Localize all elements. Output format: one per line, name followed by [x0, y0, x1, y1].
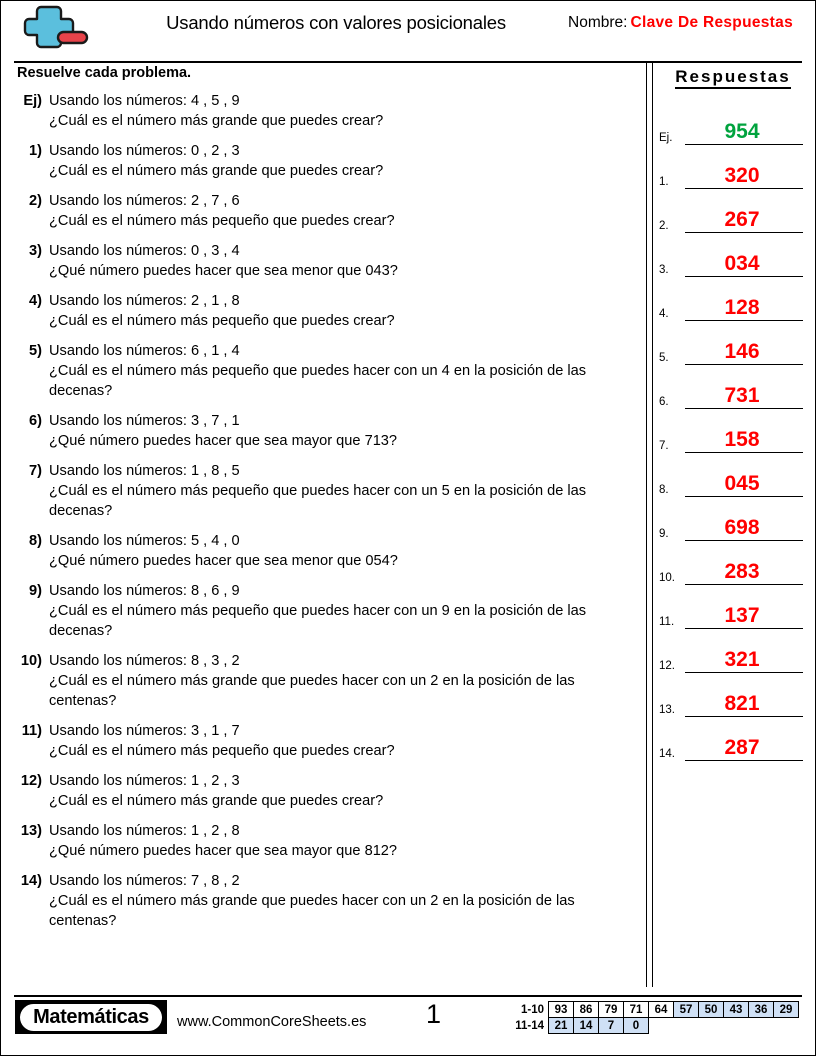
answer-value: 146: [724, 340, 760, 363]
answer-value: 321: [724, 648, 760, 671]
answer-row: [659, 233, 803, 277]
problem-item: [15, 821, 643, 861]
name-field: [568, 14, 793, 32]
answer-key-panel: [659, 67, 803, 761]
answer-label: 13.: [659, 704, 675, 716]
problem-number: 12): [20, 773, 42, 789]
problem-item: [15, 581, 643, 641]
answer-blank[interactable]: [685, 736, 803, 761]
score-cell: 64: [649, 1002, 674, 1018]
answer-blank[interactable]: [685, 296, 803, 321]
problem-digits: Usando los números: 1 , 2 , 3: [49, 773, 240, 789]
problem-item: [15, 91, 643, 131]
answer-value: 731: [724, 384, 760, 407]
problem-question: ¿Cuál es el número más pequeño que puedes hacer con un 4 en la posición de las decenas?: [49, 363, 587, 399]
answer-label: 2.: [659, 220, 669, 232]
brand-label: Matemáticas: [20, 1004, 162, 1031]
problem-question: ¿Cuál es el número más grande que puedes hacer con un 2 en la posición de las centenas?: [49, 893, 575, 929]
answer-blank[interactable]: [685, 428, 803, 453]
answer-row: [659, 629, 803, 673]
problem-digits: Usando los números: 5 , 4 , 0: [49, 533, 240, 549]
answer-label: 12.: [659, 660, 675, 672]
score-cell-empty: [724, 1018, 749, 1034]
answer-row: [659, 453, 803, 497]
problem-body: [49, 821, 643, 861]
problem-digits: Usando los números: 3 , 1 , 7: [49, 723, 240, 739]
problem-number: 13): [20, 823, 42, 839]
score-cell: 93: [549, 1002, 574, 1018]
score-range-label: 1-10: [520, 1003, 544, 1016]
score-range-label: 11-14: [515, 1019, 544, 1032]
problem-body: [49, 411, 643, 451]
problem-digits: Usando los números: 7 , 8 , 2: [49, 873, 240, 889]
answer-row: [659, 585, 803, 629]
column-divider: [646, 62, 653, 987]
problem-item: [15, 531, 643, 571]
answer-key-title: Respuestas: [675, 67, 790, 89]
problem-question: ¿Cuál es el número más pequeño que puedes hacer con un 9 en la posición de las decenas?: [49, 603, 587, 639]
answer-blank[interactable]: [685, 252, 803, 277]
score-cell: 50: [699, 1002, 724, 1018]
problem-question: ¿Qué número puedes hacer que sea menor que 054?: [49, 553, 398, 569]
answer-rows: [659, 101, 803, 761]
problem-question: ¿Cuál es el número más pequeño que puedes crear?: [49, 743, 395, 759]
answer-value: 821: [724, 692, 760, 715]
answer-row: [659, 145, 803, 189]
problem-number: 4): [29, 293, 42, 309]
answer-blank[interactable]: [685, 340, 803, 365]
problem-number: 10): [20, 653, 42, 669]
answer-blank[interactable]: [685, 604, 803, 629]
page-title: Usando números con valores posicionales: [166, 12, 506, 33]
name-value: Clave De Respuestas: [630, 14, 793, 31]
answer-blank[interactable]: [685, 516, 803, 541]
brand-logo: [15, 1000, 167, 1034]
answer-row: [659, 277, 803, 321]
answer-row: [659, 409, 803, 453]
problem-item: [15, 291, 643, 331]
answer-row: [659, 189, 803, 233]
score-cell: 57: [674, 1002, 699, 1018]
problem-item: [15, 721, 643, 761]
answer-blank[interactable]: [685, 164, 803, 189]
answer-value: 267: [724, 208, 760, 231]
answer-blank[interactable]: [685, 120, 803, 145]
score-cell-empty: [649, 1018, 674, 1034]
answer-label: 11.: [659, 616, 675, 628]
score-cell-empty: [774, 1018, 799, 1034]
page-footer: [1, 997, 815, 1047]
answer-label: 14.: [659, 748, 675, 760]
problem-body: [49, 461, 643, 521]
problem-item: [15, 771, 643, 811]
answer-row: [659, 101, 803, 145]
problem-item: [15, 461, 643, 521]
score-cell-empty: [699, 1018, 724, 1034]
problem-question: ¿Qué número puedes hacer que sea menor que 043?: [49, 263, 398, 279]
answer-label: 10.: [659, 572, 675, 584]
problem-body: [49, 651, 643, 711]
score-cell: 21: [549, 1018, 574, 1034]
problem-digits: Usando los números: 8 , 6 , 9: [49, 583, 240, 599]
problem-item: [15, 411, 643, 451]
problem-question: ¿Cuál es el número más grande que puedes crear?: [49, 113, 384, 129]
problem-item: [15, 341, 643, 401]
answer-value: 034: [724, 252, 760, 275]
answer-label: 5.: [659, 352, 669, 364]
problem-number: 5): [29, 343, 42, 359]
problem-number: 6): [29, 413, 42, 429]
answer-label: 9.: [659, 528, 669, 540]
score-cell: 43: [724, 1002, 749, 1018]
score-cell: 29: [774, 1002, 799, 1018]
answer-row: [659, 321, 803, 365]
score-table-row: [508, 1018, 799, 1034]
problem-body: [49, 291, 643, 331]
answer-label: 6.: [659, 396, 669, 408]
header-divider: [14, 61, 802, 63]
answer-label: Ej.: [659, 132, 673, 144]
problem-number: 8): [29, 533, 42, 549]
problem-number: 7): [29, 463, 42, 479]
score-cell: 36: [749, 1002, 774, 1018]
problem-body: [49, 721, 643, 761]
problem-list: [15, 91, 643, 931]
answer-label: 8.: [659, 484, 669, 496]
problem-body: [49, 871, 643, 931]
score-cell: 79: [599, 1002, 624, 1018]
problem-question: ¿Cuál es el número más grande que puedes crear?: [49, 793, 384, 809]
problem-question: ¿Cuál es el número más pequeño que puedes crear?: [49, 213, 395, 229]
problem-digits: Usando los números: 2 , 1 , 8: [49, 293, 240, 309]
score-cell: 7: [599, 1018, 624, 1034]
answer-value: 128: [724, 296, 760, 319]
answer-blank[interactable]: [685, 208, 803, 233]
problem-question: ¿Qué número puedes hacer que sea mayor que 812?: [49, 843, 398, 859]
problem-number: 1): [29, 143, 42, 159]
answer-value: 287: [724, 736, 760, 759]
score-conversion-table: [508, 1001, 799, 1034]
score-cell: 14: [574, 1018, 599, 1034]
problem-item: [15, 141, 643, 181]
answer-label: 3.: [659, 264, 669, 276]
problem-digits: Usando los números: 1 , 2 , 8: [49, 823, 240, 839]
problem-number: 3): [29, 243, 42, 259]
score-table-row: [508, 1002, 799, 1018]
answer-blank[interactable]: [685, 560, 803, 585]
problem-body: [49, 531, 643, 571]
site-url: www.CommonCoreSheets.es: [177, 1014, 367, 1030]
answer-row: [659, 541, 803, 585]
problem-question: ¿Cuál es el número más pequeño que puedes hacer con un 5 en la posición de las decenas?: [49, 483, 587, 519]
answer-row: [659, 497, 803, 541]
problem-digits: Usando los números: 4 , 5 , 9: [49, 93, 240, 109]
problem-question: ¿Cuál es el número más grande que puedes crear?: [49, 163, 384, 179]
plus-minus-icon: [15, 3, 93, 49]
answer-label: 4.: [659, 308, 669, 320]
problem-digits: Usando los números: 3 , 7 , 1: [49, 413, 240, 429]
problem-body: [49, 581, 643, 641]
answer-blank[interactable]: [685, 472, 803, 497]
score-cell-empty: [749, 1018, 774, 1034]
problem-body: [49, 91, 643, 131]
problem-digits: Usando los números: 8 , 3 , 2: [49, 653, 240, 669]
page-number: 1: [426, 999, 442, 1029]
problem-question: ¿Qué número puedes hacer que sea mayor que 713?: [49, 433, 398, 449]
problem-item: [15, 191, 643, 231]
score-cell: 0: [624, 1018, 649, 1034]
problem-item: [15, 651, 643, 711]
answer-label: 1.: [659, 176, 669, 188]
answer-value: 320: [724, 164, 760, 187]
problem-item: [15, 241, 643, 281]
problem-number: 11): [21, 723, 42, 739]
answer-value: 698: [724, 516, 760, 539]
problem-digits: Usando los números: 0 , 3 , 4: [49, 243, 240, 259]
answer-value: 137: [724, 604, 760, 627]
problem-number: Ej): [23, 93, 42, 109]
problem-question: ¿Cuál es el número más pequeño que puedes crear?: [49, 313, 395, 329]
problem-digits: Usando los números: 2 , 7 , 6: [49, 193, 240, 209]
answer-blank[interactable]: [685, 648, 803, 673]
problem-digits: Usando los números: 1 , 8 , 5: [49, 463, 240, 479]
problem-body: [49, 141, 643, 181]
name-label: Nombre:: [568, 14, 628, 31]
problem-item: [15, 871, 643, 931]
score-cell: 71: [624, 1002, 649, 1018]
problem-body: [49, 341, 643, 401]
answer-value: 045: [724, 472, 760, 495]
answer-row: [659, 717, 803, 761]
problem-question: ¿Cuál es el número más grande que puedes hacer con un 2 en la posición de las centenas?: [49, 673, 575, 709]
answer-value: 954: [724, 120, 760, 143]
instruction-text: Resuelve cada problema.: [17, 65, 192, 81]
problem-number: 2): [29, 193, 42, 209]
answer-row: [659, 673, 803, 717]
problem-body: [49, 241, 643, 281]
answer-row: [659, 365, 803, 409]
problem-digits: Usando los números: 6 , 1 , 4: [49, 343, 240, 359]
problem-number: 14): [20, 873, 42, 889]
answer-blank[interactable]: [685, 384, 803, 409]
score-cell-empty: [674, 1018, 699, 1034]
problem-body: [49, 191, 643, 231]
problem-body: [49, 771, 643, 811]
score-cell: 86: [574, 1002, 599, 1018]
problem-number: 9): [29, 583, 42, 599]
problem-digits: Usando los números: 0 , 2 , 3: [49, 143, 240, 159]
page-header: [1, 1, 815, 49]
answer-label: 7.: [659, 440, 669, 452]
answer-value: 283: [724, 560, 760, 583]
answer-value: 158: [724, 428, 760, 451]
answer-blank[interactable]: [685, 692, 803, 717]
